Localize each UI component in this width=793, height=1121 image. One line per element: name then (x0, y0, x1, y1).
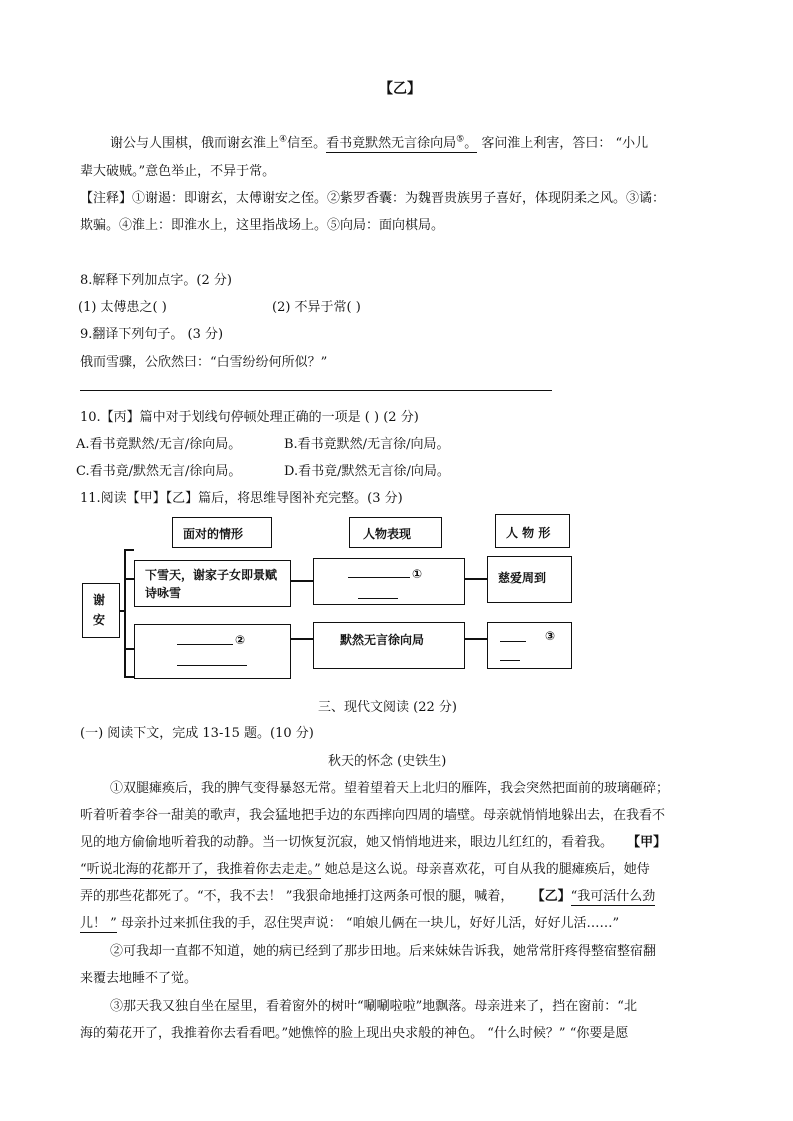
root-label: 谢安 (93, 593, 106, 627)
article-line (80, 912, 619, 931)
header-label: 面对的情形 (183, 527, 244, 541)
yi-text: 谢公与人围棋，俄而谢玄淮上 (110, 136, 280, 151)
underlined-sentence (326, 136, 477, 153)
connector (124, 578, 134, 580)
underlined-quote: “我可活什么劲 (570, 889, 656, 904)
section-heading-yi: 【乙】 (379, 81, 421, 97)
connector (124, 648, 134, 650)
header-image (495, 514, 570, 548)
article-line: 海的菊花开了，我推着你去看看吧。”她憔悴的脸上现出央求般的神色。 “什么时候？” “你要是愿 (80, 1026, 629, 1041)
footnote-mark: ⑤ (456, 134, 465, 145)
question-9: 9.翻译下列句子。 (3 分) (80, 327, 224, 342)
performance-text: 默然无言徐向局 (340, 633, 425, 647)
connector (465, 578, 487, 580)
connector (291, 580, 313, 582)
row1-performance[interactable] (313, 558, 465, 605)
article-title: 秋天的怀念 (史铁生) (328, 754, 447, 769)
yi-paragraph-line1 (110, 132, 648, 151)
section-title: 三、现代文阅读 (22 分) (318, 700, 457, 715)
blank-number: ② (235, 633, 246, 647)
article-line (80, 885, 655, 904)
article-text: 她总是这么说。母亲喜欢花，可自从我的腿瘫痪后，她侍 (324, 862, 650, 877)
connector (291, 638, 313, 640)
marker-yi: 【乙】 (531, 889, 571, 904)
root-node (82, 583, 120, 638)
article-text: 弄的那些花都死了。“不，我不去！ ”我狠命地捶打这两条可恨的腿，喊着， (80, 889, 514, 904)
article-line: 来覆去地睡不了觉。 (80, 971, 198, 986)
row1-image (487, 556, 572, 603)
question-8-item-2: (2) 不异于常( ) (272, 300, 361, 315)
header-label: 人 物 形 (506, 526, 551, 540)
question-11: 11.阅读【甲】【乙】篇后，将思维导图补充完整。(3 分) (80, 491, 403, 506)
fill-blank[interactable] (177, 665, 247, 666)
blank-number: ① (412, 567, 423, 581)
header-situation (172, 517, 272, 548)
footnote-mark: ④ (279, 134, 288, 145)
image-text: 慈爱周到 (498, 571, 547, 585)
row2-image[interactable] (487, 622, 572, 669)
article-line: ①双腿瘫痪后，我的脾气变得暴怒无常。望着望着天上北归的雁阵，我会突然把面前的玻璃砸碎； (110, 781, 670, 796)
fill-blank[interactable] (500, 641, 526, 642)
question-9-sentence: 俄而雪骤，公欣然曰：“白雪纷纷何所似？” (80, 355, 328, 370)
fill-blank[interactable] (358, 598, 398, 599)
option-b: B.看书竟默然/无言徐/向局。 (284, 437, 450, 452)
fill-blank[interactable] (177, 644, 233, 645)
row1-situation (134, 560, 291, 607)
marker-jia: 【甲】 (627, 835, 667, 850)
row2-performance (313, 622, 465, 669)
option-d: D.看书竟/默然无言徐/向局。 (284, 464, 450, 479)
connector (124, 549, 126, 677)
option-a: A.看书竟默然/无言/徐向局。 (76, 437, 242, 452)
option-c: C.看书竟/默然无言/徐向局。 (76, 464, 242, 479)
underlined-text: 看书竟默然无言徐向局 (326, 136, 457, 151)
yi-notes-line1: 【注释】①谢遏：即谢玄，太傅谢安之侄。②紫罗香囊：为魏晋贵族男子喜好，体现阴柔之风。③谲： (80, 191, 666, 206)
article-line (80, 858, 650, 877)
question-8: 8.解释下列加点字。(2 分) (80, 273, 232, 288)
yi-text: 信至。 (287, 136, 327, 151)
article-line: ②可我却一直都不知道，她的病已经到了那步田地。后来妹妹告诉我，她常常肝疼得整宿整宿翻 (110, 944, 657, 959)
article-text: 见的地方偷偷地听着我的动静。当一切恢复沉寂，她又悄悄地进来，眼边儿红红的，看着我。 (80, 835, 614, 850)
yi-paragraph-line2: 辈大破贼。”意色举止，不异于常。 (80, 164, 276, 179)
header-performance (349, 517, 442, 548)
article-line: 听着听着李谷一甜美的歌声，我会猛地把手边的东西摔向四周的墙壁。母亲就悄悄地躲出去，在我看不 (80, 808, 666, 823)
article-line (80, 831, 666, 850)
underlined-text: 。 (464, 136, 478, 151)
situation-text: 下雪天，谢家子女即景赋诗咏雪 (145, 568, 278, 600)
connector (465, 638, 487, 640)
question-10: 10.【丙】篇中对于划线句停顿处理正确的一项是 ( ) (2 分) (80, 410, 419, 425)
connector (124, 676, 134, 678)
row2-situation[interactable] (134, 624, 291, 679)
yi-notes-line2: 欺骗。④淮上：即淮水上，这里指战场上。⑤向局：面向棋局。 (80, 218, 445, 233)
article-text: 母亲扑过来抓住我的手，忍住哭声说： “咱娘儿俩在一块儿，好好儿活，好好儿活……” (120, 916, 620, 931)
fill-blank[interactable] (348, 577, 410, 578)
answer-line[interactable] (80, 390, 552, 391)
connector (124, 549, 134, 551)
header-label: 人物表现 (363, 527, 412, 541)
question-8-item-1: (1) 太傅患之( ) (78, 300, 167, 315)
underlined-quote: “听说北海的花都开了，我推着你去走走。” (80, 862, 321, 877)
blank-number: ③ (545, 629, 556, 643)
article-line: ③那天我又独自坐在屋里，看着窗外的树叶“唰唰啦啦”地飘落。母亲进来了，挡在窗前：“北 (110, 999, 637, 1014)
yi-text: 客问淮上利害，答曰： “小儿 (481, 136, 649, 151)
sub-instruction: (一) 阅读下文，完成 13-15 题。(10 分) (80, 726, 314, 741)
underlined-quote: 儿！ ” (80, 916, 117, 931)
fill-blank[interactable] (500, 660, 520, 661)
